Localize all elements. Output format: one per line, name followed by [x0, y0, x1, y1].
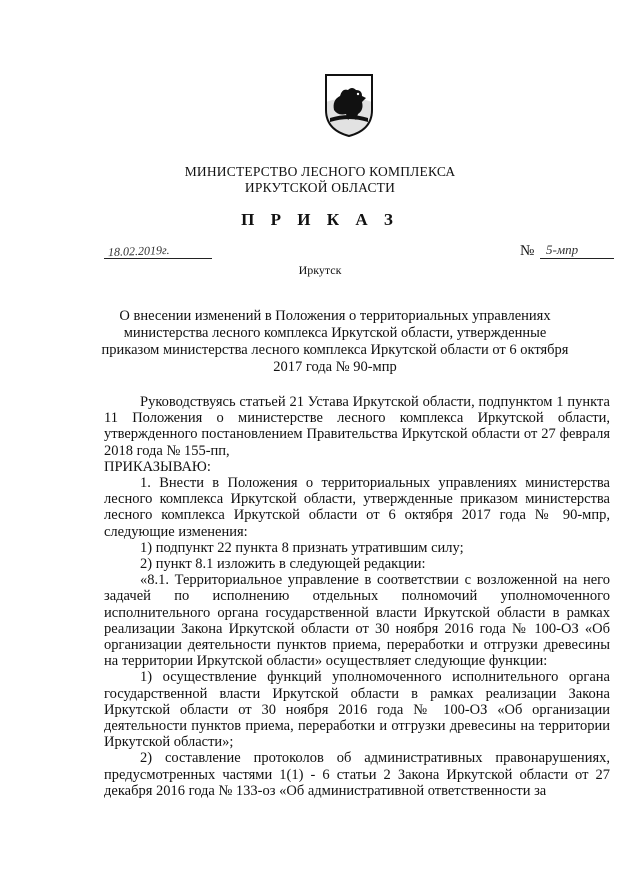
subitem-1: 1) подпункт 22 пункта 8 признать утратившим силу; [140, 539, 464, 556]
coat-of-arms-icon [322, 72, 376, 138]
ministry-name-line1: МИНИСТЕРСТВО ЛЕСНОГО КОМПЛЕКСА [184, 164, 456, 179]
number-underline [540, 258, 614, 259]
number-label: № [520, 243, 535, 259]
date-underline [104, 258, 212, 259]
handwritten-number: 5-мпр [546, 242, 579, 257]
ministry-name-line2: ИРКУТСКОЙ ОБЛАСТИ [244, 180, 396, 195]
item-1-paragraph: 1. Внести в Положения о территориальных управлениях министерства лесного комплекса Иркутской области, утвержденные приказом министерства лесного комплекса Иркутской области от 6 октября 2017 года № 90-мпр, следующие изменения: [104, 475, 610, 540]
handwritten-date: 18.02.2019г. [107, 242, 170, 260]
preamble-paragraph: Руководствуясь статьей 21 Устава Иркутской области, подпунктом 1 пункта 11 Положения о министерстве лесного комплекса Иркутской области, утвержденного постановлением Правительства Иркутской области от 27 февраля 2018 года № 155-пп, [104, 394, 610, 459]
city-name: Иркутск [298, 263, 342, 277]
document-type-heading: П Р И К А З [241, 210, 399, 229]
document-body [104, 394, 610, 799]
order-word: ПРИКАЗЫВАЮ: [104, 458, 211, 475]
document-title: О внесении изменений в Положения о территориальных управлениях министерства лесного комплекса Иркутской области, утвержденные приказом министерства лесного комплекса Иркутской области от 6 октября 2017 года № 90-мпр [101, 308, 569, 375]
function-1-paragraph: 1) осуществление функций уполномоченного исполнительного органа государственной власти Иркутской области в рамках реализации Закона Иркутской области от 30 ноября 2016 года № 100-ОЗ «Об организации деятельности пунктов приема, переработки и отгрузки древесины на территории Иркутской области»; [104, 669, 610, 751]
function-2-paragraph: 2) составление протоколов об административных правонарушениях, предусмотренных частями 1(1) - 6 статьи 2 Закона Иркутской области от 27 декабря 2016 года № 133-оз «Об административной ответственности за [104, 750, 610, 799]
subitem-2: 2) пункт 8.1 изложить в следующей редакции: [140, 556, 426, 573]
quoted-clause-8-1: «8.1. Территориальное управление в соответствии с возложенной на него задачей по исполнению отдельных полномочий уполномоченного исполнительного органа государственной власти Иркутской области в рамках реализации Закона Иркутской области от 30 ноября 2016 года № 100-ОЗ «Об организации деятельности пунктов приема, переработки и отгрузки древесины на территории Иркутской области» осуществляет следующие функции: [104, 572, 610, 670]
